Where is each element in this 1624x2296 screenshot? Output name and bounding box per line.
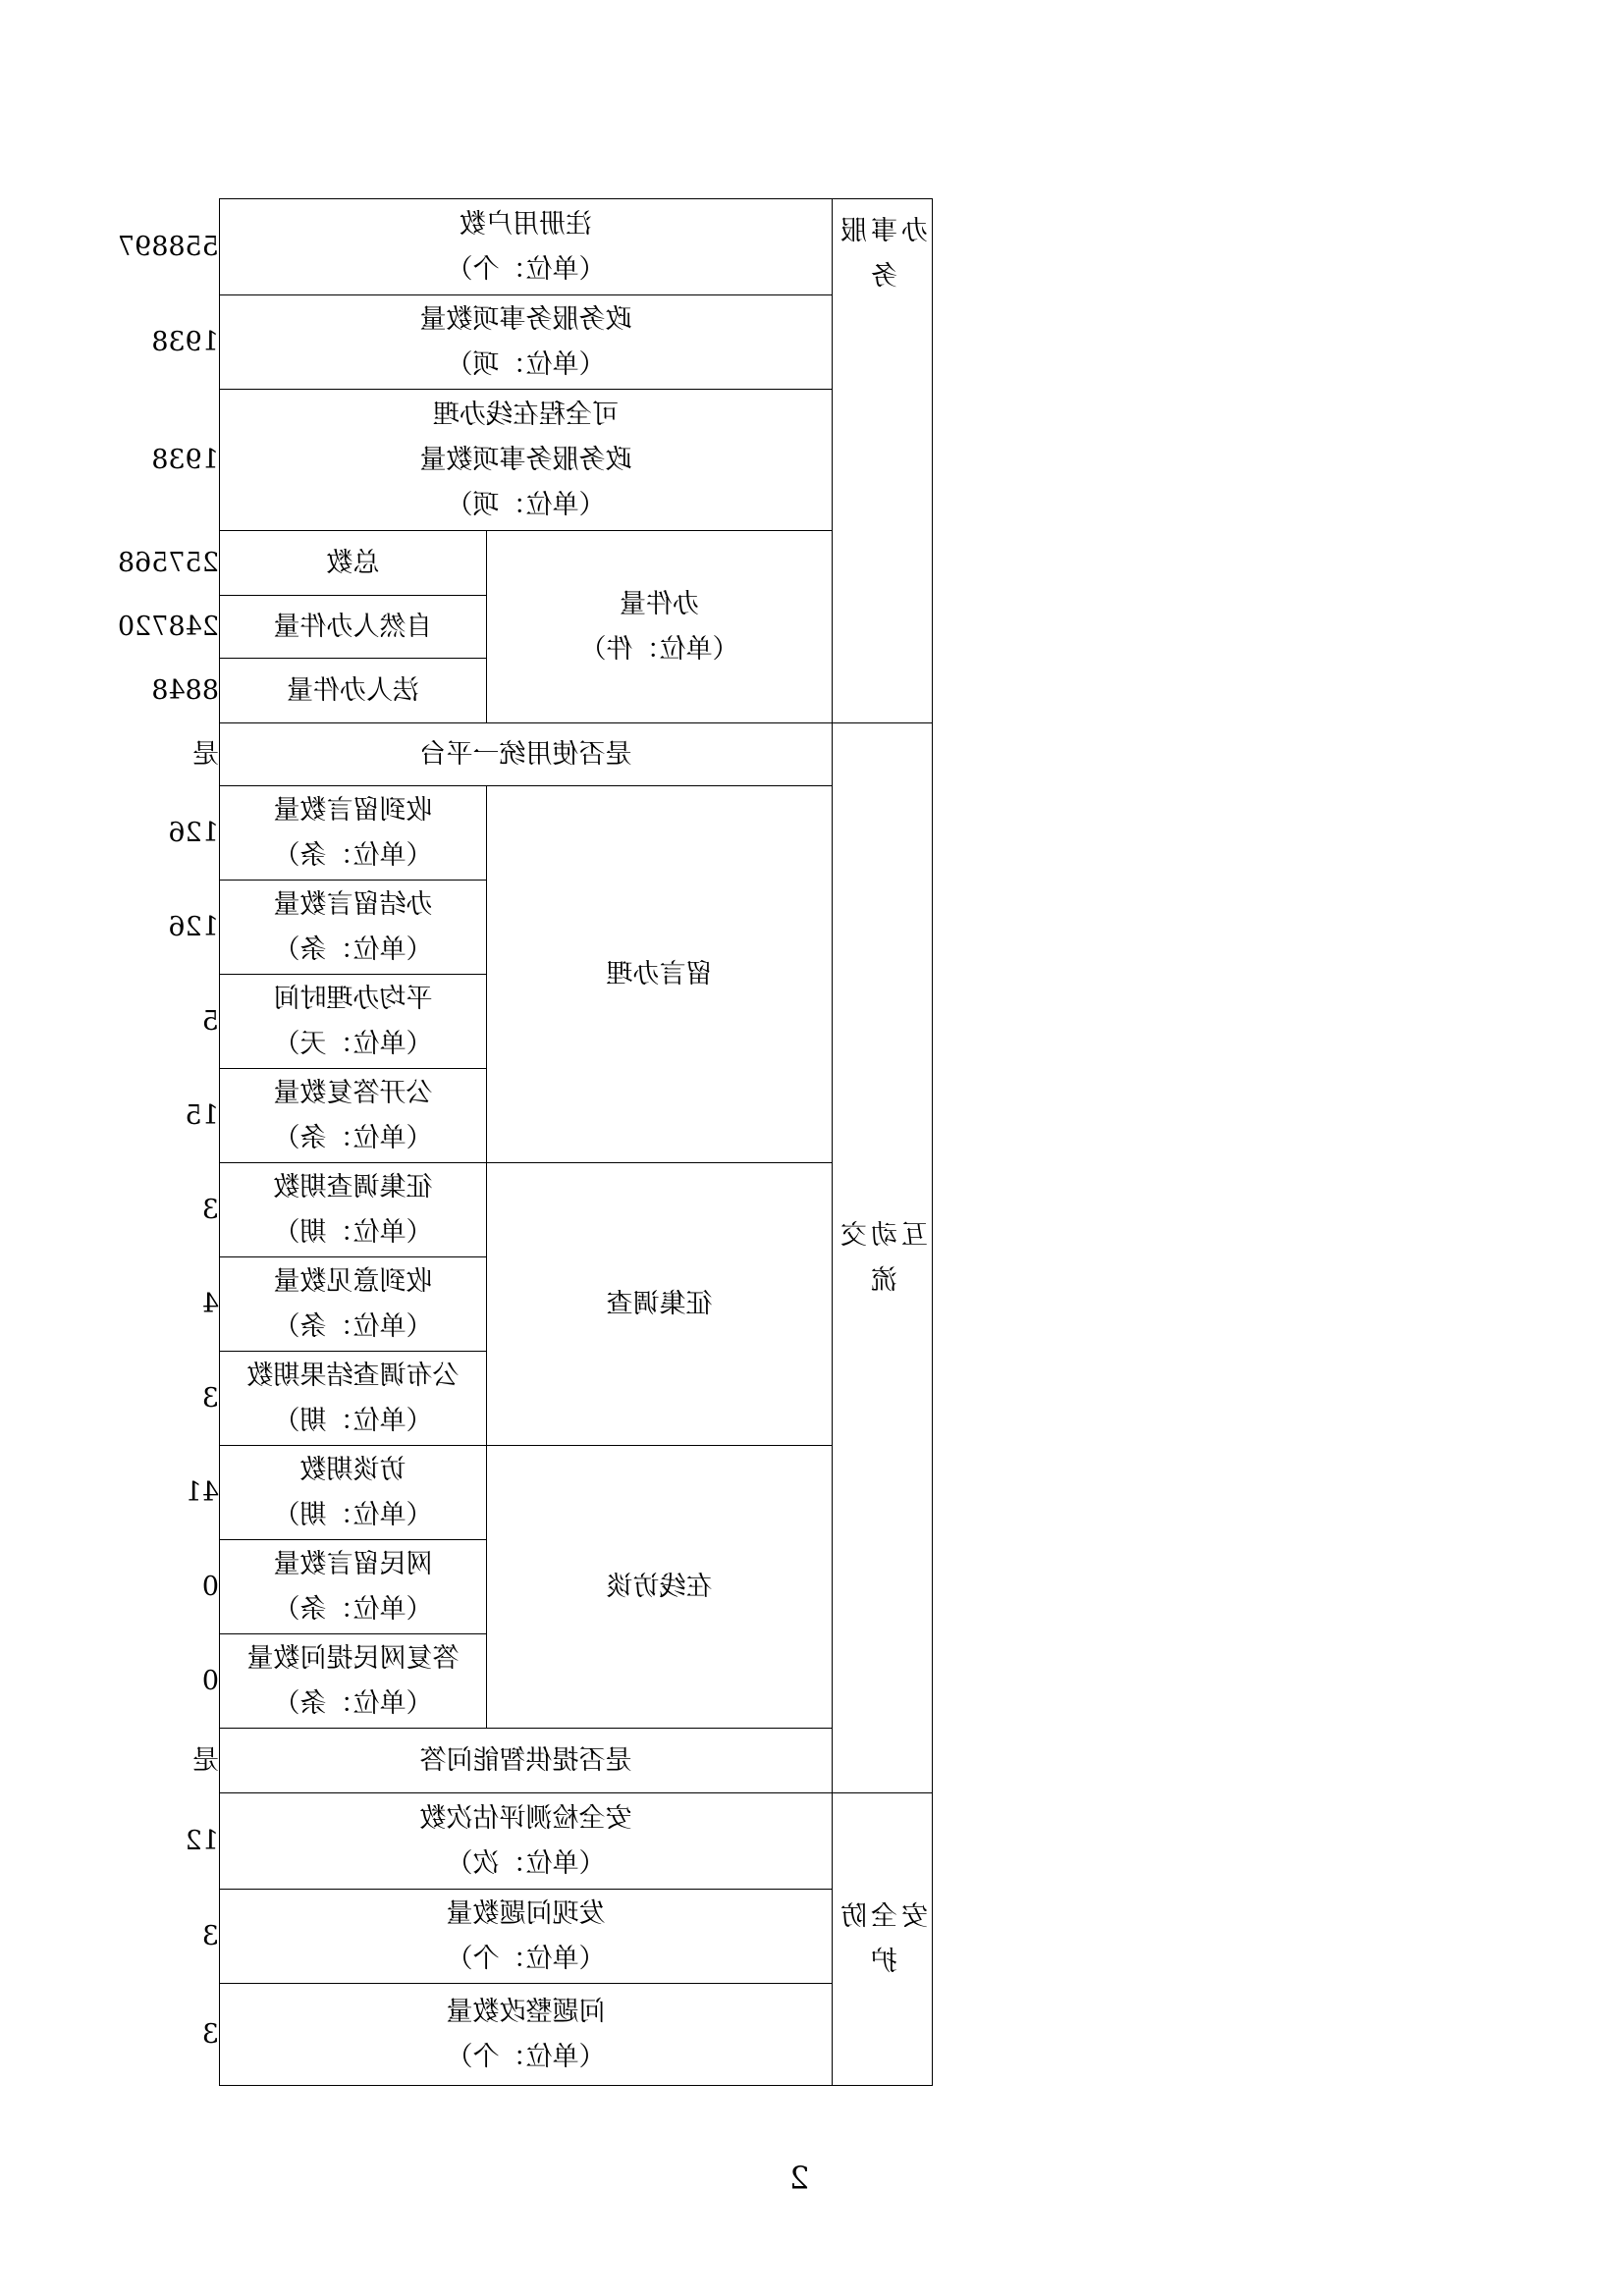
sub-label-cell: 公开答复数量 （单位：条）	[219, 1069, 486, 1163]
sub-label-cell: 平均办理时间 （单位：天）	[219, 975, 486, 1069]
table-row: 安全防护 安全检测评估次数 （单位：次） 12	[219, 1793, 932, 1890]
table-row: 答复网民提问数量 （单位：条） 0	[219, 1634, 932, 1729]
label-cell: 发现问题数量 （单位：个）	[219, 1890, 832, 1984]
label-cell: 可全程在线办理 政务服务事项数量 （单位：项）	[219, 390, 832, 531]
label-cell: 办件量 （单位：件）	[487, 531, 833, 723]
table-row: 留言办理 收到留言数量 （单位：条） 126	[219, 786, 932, 881]
section-title-affairs: 办事服务	[833, 199, 933, 723]
table-row: 办事服务 注册用户数 （单位：个） 558897	[219, 199, 932, 295]
label-cell: 注册用户数 （单位：个）	[219, 199, 832, 295]
sub-label-cell: 总数	[219, 531, 486, 596]
statistics-table	[117, 198, 933, 2086]
sub-label-cell: 公布调查结果期数 （单位：期）	[219, 1352, 486, 1446]
label-cell: 是否提供智能问答	[219, 1729, 832, 1793]
label-cell: 在线访谈	[487, 1446, 833, 1729]
table-row: 自然人办件量 248720	[219, 596, 932, 659]
label-cell: 问题整改数量 （单位：个）	[219, 1984, 832, 2086]
label-cell: 安全检测评估次数 （单位：次）	[219, 1793, 832, 1890]
table-row: 互动交流 是否使用统一平台 是	[219, 723, 932, 786]
label-cell: 征集调查	[487, 1163, 833, 1446]
sub-label-cell: 收到意见数量 （单位：条）	[219, 1257, 486, 1352]
sub-label-cell: 法人办件量	[219, 659, 486, 723]
table-row: 问题整改数量 （单位：个） 3	[219, 1984, 932, 2086]
page-number: 2	[788, 2160, 810, 2197]
table-row: 办结留言数量 （单位：条） 126	[219, 881, 932, 975]
sub-label-cell: 答复网民提问数量 （单位：条）	[219, 1634, 486, 1729]
section-title-security: 安全防护	[833, 1793, 933, 2086]
section-title-interaction: 互动交流	[833, 723, 933, 1793]
table-row: 法人办件量 8848	[219, 659, 932, 723]
sub-label-cell: 网民留言数量 （单位：条）	[219, 1540, 486, 1634]
label-cell: 是否使用统一平台	[219, 723, 832, 786]
table-row: 公布调查结果期数 （单位：期） 3	[219, 1352, 932, 1446]
sub-label-cell: 办结留言数量 （单位：条）	[219, 881, 486, 975]
table-row: 平均办理时间 （单位：天） 5	[219, 975, 932, 1069]
table-row: 是否提供智能问答 是	[219, 1729, 932, 1793]
table-row: 政务服务事项数量 （单位：项） 1938	[219, 295, 932, 390]
table-row: 收到意见数量 （单位：条） 4	[219, 1257, 932, 1352]
table-row: 网民留言数量 （单位：条） 0	[219, 1540, 932, 1634]
sub-label-cell: 自然人办件量	[219, 596, 486, 659]
table-row: 在线访谈 访谈期数 （单位：期） 41	[219, 1446, 932, 1540]
table-row: 征集调查 征集调查期数 （单位：期） 3	[219, 1163, 932, 1257]
table-row: 发现问题数量 （单位：个） 3	[219, 1890, 932, 1984]
sub-label-cell: 征集调查期数 （单位：期）	[219, 1163, 486, 1257]
label-cell: 政务服务事项数量 （单位：项）	[219, 295, 832, 390]
sub-label-cell: 访谈期数 （单位：期）	[219, 1446, 486, 1540]
sub-label-cell: 收到留言数量 （单位：条）	[219, 786, 486, 881]
label-cell: 留言办理	[487, 786, 833, 1163]
table-row: 可全程在线办理 政务服务事项数量 （单位：项） 1938	[219, 390, 932, 531]
table-row: 办件量 （单位：件） 总数 257568	[219, 531, 932, 596]
table-row: 公开答复数量 （单位：条） 15	[219, 1069, 932, 1163]
